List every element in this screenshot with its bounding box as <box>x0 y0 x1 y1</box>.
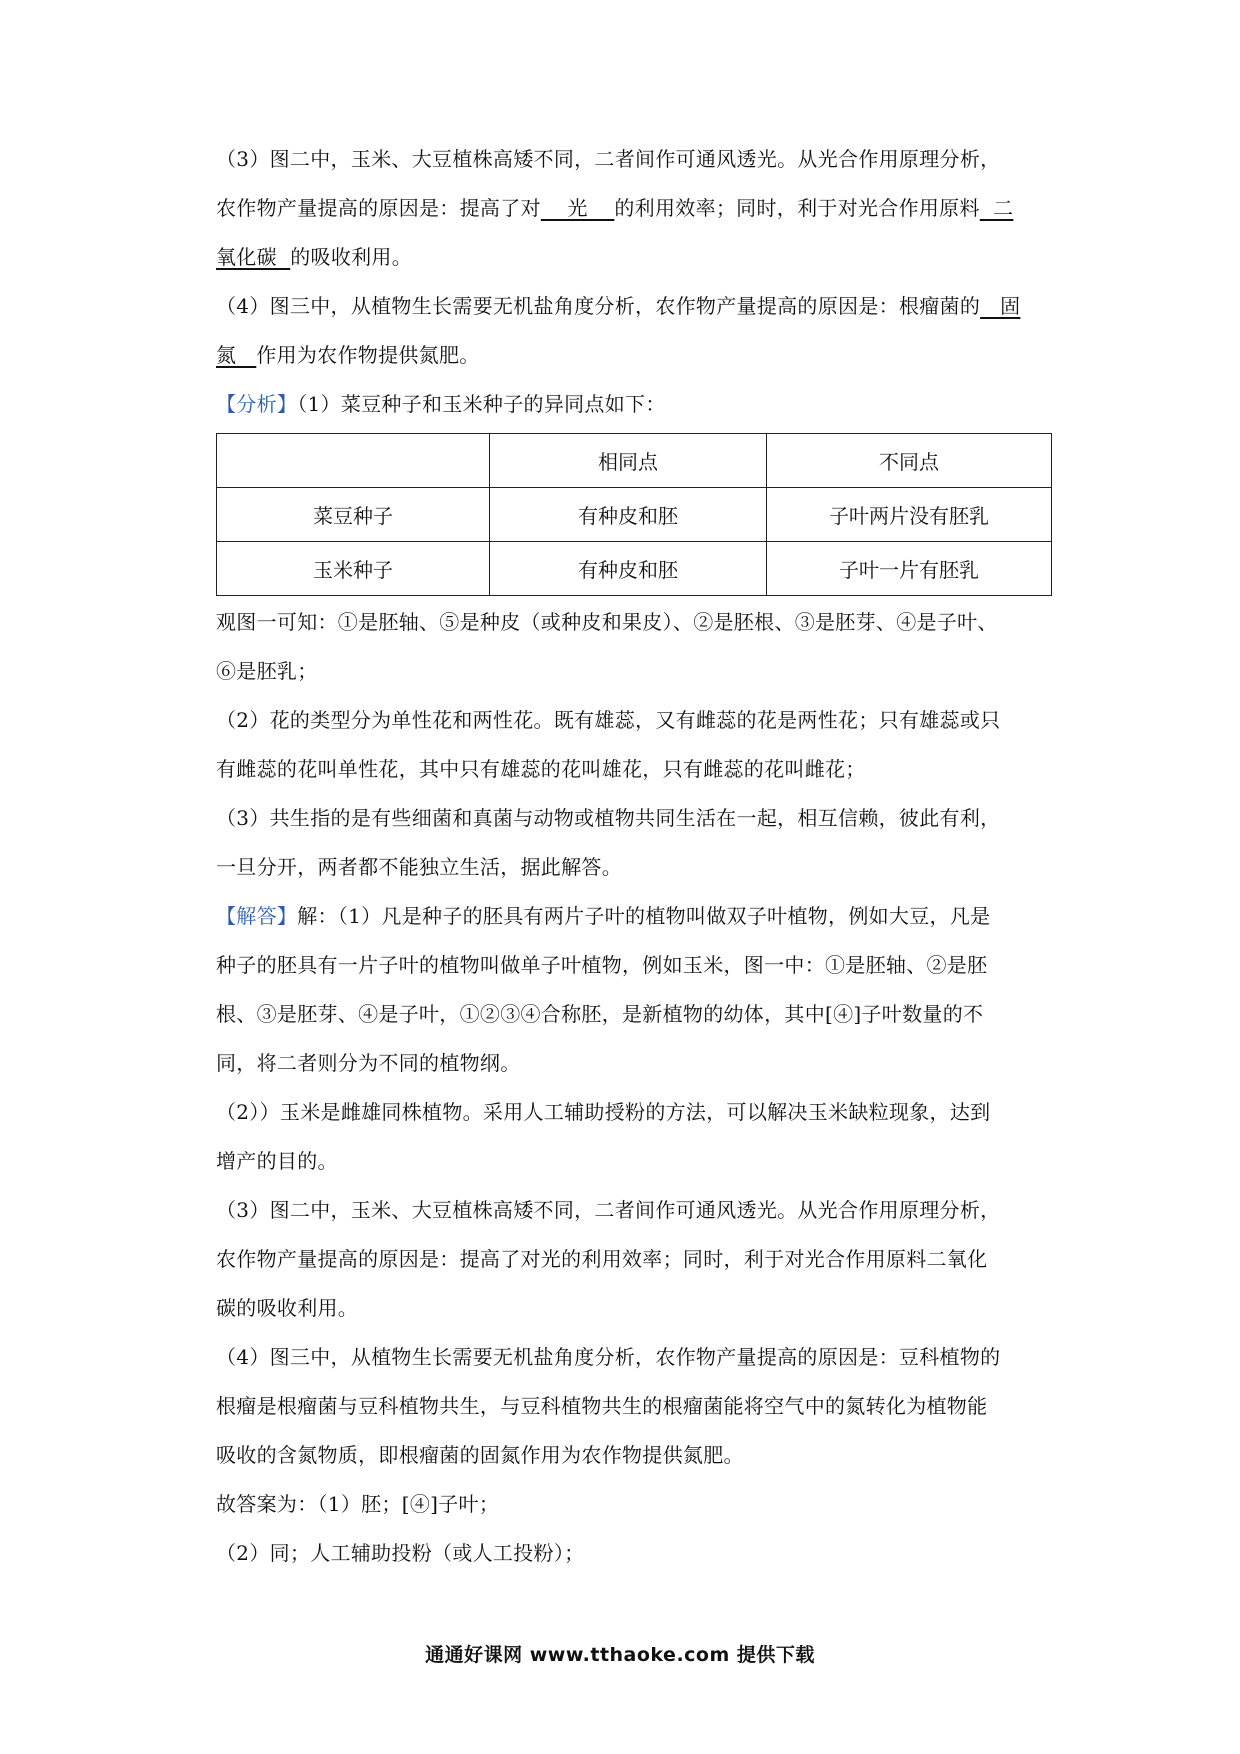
table-header-row <box>217 434 1052 488</box>
answer-3-line-1: （3）图二中，玉米、大豆植株高矮不同，二者间作可通风透光。从光合作用原理分析， <box>216 1198 1001 1222</box>
table-row <box>217 488 1052 542</box>
seed-comparison-table <box>216 433 1052 596</box>
q3-text-c: 的吸收利用。 <box>290 245 413 269</box>
answer-2-line-2: 增产的目的。 <box>216 1149 338 1173</box>
table-cell: 子叶两片没有胚乳 <box>767 488 1052 542</box>
q3-blank-co2-start: 二 <box>979 196 1014 220</box>
analysis-2-line-2: 有雌蕊的花叫单性花，其中只有雄蕊的花叫雄花，只有雌蕊的花叫雌花； <box>216 757 866 781</box>
answer-1-line-4: 同，将二者则分为不同的植物纲。 <box>216 1051 521 1075</box>
q3-line-2 <box>216 184 1052 233</box>
analysis-3-line-2: 一旦分开，两者都不能独立生活，据此解答。 <box>216 855 622 879</box>
table-cell: 有种皮和胚 <box>490 488 767 542</box>
answer-1-line-3: 根、③是胚芽、④是子叶，①②③④合称胚，是新植物的幼体，其中[④]子叶数量的不 <box>216 1002 984 1026</box>
table-cell: 菜豆种子 <box>217 488 490 542</box>
answer-1-line-1 <box>216 892 1052 941</box>
table-header-cell: 相同点 <box>490 434 767 488</box>
analysis-3-line-1: （3）共生指的是有些细菌和真菌与动物或植物共同生活在一起，相互信赖，彼此有利， <box>216 806 1001 830</box>
final-answer-line-1: 故答案为：（1）胚；[④]子叶； <box>216 1492 500 1516</box>
q3-blank-light: 光 <box>540 196 615 220</box>
analysis-tag: 【分析】 <box>216 392 298 416</box>
q4-line-1 <box>216 282 1052 331</box>
table-cell: 玉米种子 <box>217 542 490 596</box>
answer-3-line-2: 农作物产量提高的原因是：提高了对光的利用效率；同时，利于对光合作用原料二氧化 <box>216 1247 988 1271</box>
answer-1-text: 解：（1）凡是种子的胚具有两片子叶的植物叫做双子叶植物，例如大豆，凡是 <box>297 904 991 928</box>
q3-text-a: 农作物产量提高的原因是：提高了对 <box>216 196 541 220</box>
answer-2-line-1: （2））玉米是雌雄同株植物。采用人工辅助授粉的方法，可以解决玉米缺粒现象，达到 <box>216 1100 991 1124</box>
table-header-cell: 不同点 <box>767 434 1052 488</box>
q4-blank-end: 氮 <box>216 343 257 367</box>
q4-text-a: （4）图三中，从植物生长需要无机盐角度分析，农作物产量提高的原因是：根瘤菌的 <box>216 294 981 318</box>
answer-4-line-2: 根瘤是根瘤菌与豆科植物共生，与豆科植物共生的根瘤菌能将空气中的氮转化为植物能 <box>216 1394 988 1418</box>
q4-blank-start: 固 <box>980 294 1021 318</box>
answer-3-line-3: 碳的吸收利用。 <box>216 1296 359 1320</box>
q3-text-b: 的利用效率；同时，利于对光合作用原料 <box>614 196 980 220</box>
q3-line-3 <box>216 233 1052 282</box>
q3-blank-co2-end: 氧化碳 <box>216 245 291 269</box>
q4-text-b: 作用为农作物提供氮肥。 <box>256 343 480 367</box>
table-header-cell <box>217 434 490 488</box>
answer-1-line-2: 种子的胚具有一片子叶的植物叫做单子叶植物，例如玉米，图一中：①是胚轴、②是胚 <box>216 953 988 977</box>
q4-line-2 <box>216 331 1052 380</box>
page-footer: 通通好课网 www.tthaoke.com 提供下载 <box>425 1644 815 1666</box>
document-body <box>216 135 1052 1578</box>
table-row <box>217 542 1052 596</box>
analysis-intro <box>216 380 1052 429</box>
figure1-line-1: 观图一可知：①是胚轴、⑤是种皮（或种皮和果皮）、②是胚根、③是胚芽、④是子叶、 <box>216 610 998 634</box>
answer-4-line-1: （4）图三中，从植物生长需要无机盐角度分析，农作物产量提高的原因是：豆科植物的 <box>216 1345 1001 1369</box>
q3-line-1: （3）图二中，玉米、大豆植株高矮不同，二者间作可通风透光。从光合作用原理分析， <box>216 147 1001 171</box>
analysis-intro-text: （1）菜豆种子和玉米种子的异同点如下： <box>297 392 666 416</box>
figure1-line-2: ⑥是胚乳； <box>216 659 318 683</box>
table-cell: 子叶一片有胚乳 <box>767 542 1052 596</box>
answer-4-line-3: 吸收的含氮物质，即根瘤菌的固氮作用为农作物提供氮肥。 <box>216 1443 744 1467</box>
analysis-2-line-1: （2）花的类型分为单性花和两性花。既有雄蕊，又有雌蕊的花是两性花；只有雄蕊或只 <box>216 708 1001 732</box>
answer-tag: 【解答】 <box>216 904 298 928</box>
final-answer-line-2: （2）同；人工辅助投粉（或人工投粉）； <box>216 1541 585 1565</box>
table-cell: 有种皮和胚 <box>490 542 767 596</box>
